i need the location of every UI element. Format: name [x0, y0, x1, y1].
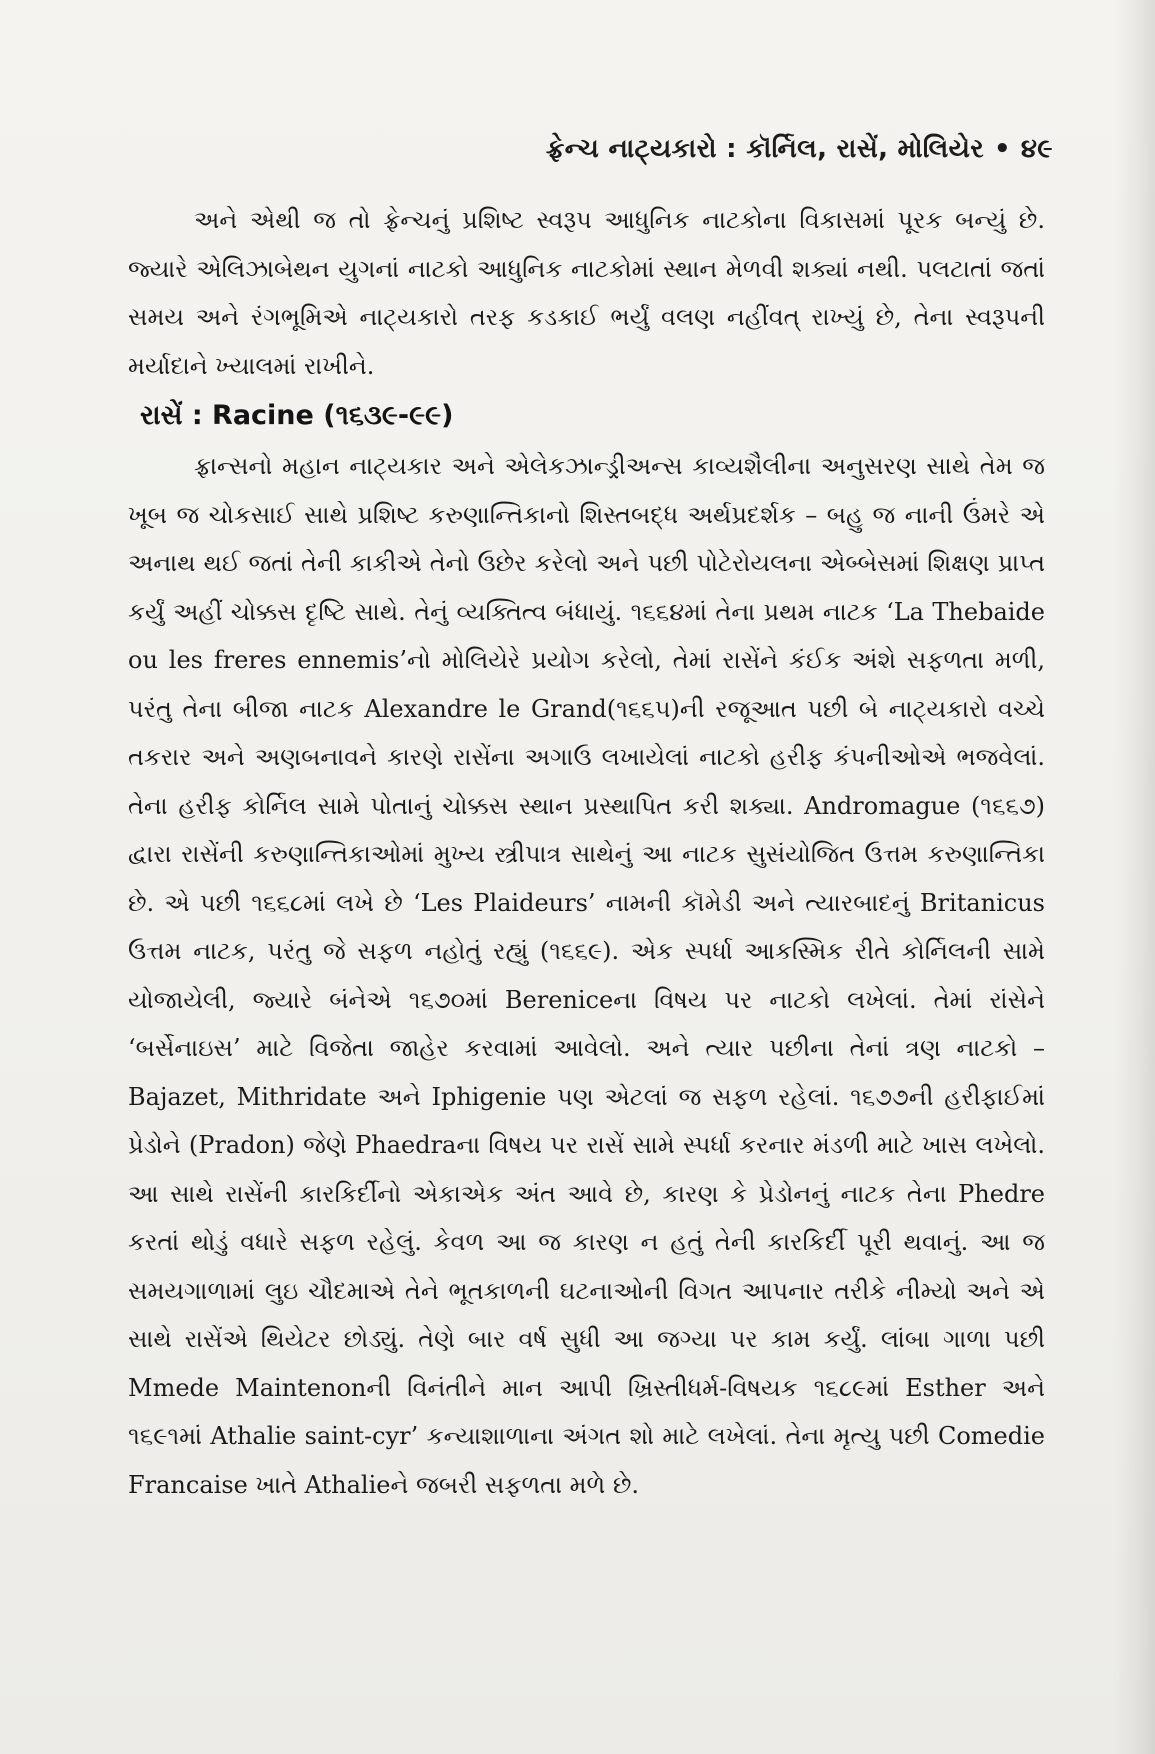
- running-header-title: ફ્રેન્ચ નાટ્યકારો : કૉર્નિલ, રાસેં, મોલિયેર: [545, 134, 984, 164]
- section-title: રાસેં : Racine (૧૬૩૯-૯૯): [140, 400, 454, 431]
- intro-paragraph: અને એથી જ તો ફ્રેન્ચનું પ્રશિષ્ટ સ્વરૂપ આધુનિક નાટકોના વિકાસમાં પૂરક બન્યું છે. જ્યારે એલિઝાબેથન યુગનાં નાટકો આધુનિક નાટકોમાં સ્થાન મેળવી શક્યાં નથી. પલટાતાં જતાં સમય અને રંગભૂમિએ નાટ્યકારો તરફ કડકાઈ ભર્યું વલણ નહીંવત્ રાખ્યું છે, તેના સ્વરૂપની મર્યાદાને ખ્યાલમાં રાખીને.: [128, 206, 1045, 380]
- body-paragraph: ફ્રાન્સનો મહાન નાટ્યકાર અને એલેકઝાન્ડ્રીઅન્સ કાવ્યશૈલીના અનુસરણ સાથે તેમ જ ખૂબ જ ચોકસાઈ સાથે પ્રશિષ્ટ કરુણાન્તિકાનો શિસ્તબદ્ધ અર્થપ્રદર્શક – બહુ જ નાની ઉંમરે એ અનાથ થઈ જતાં તેની કાકીએ તેનો ઉછેર કરેલો અને પછી પોટેરોયલના એબ્બેસમાં શિક્ષણ પ્રાપ્ત કર્યું અહીં ચોક્કસ દૃષ્ટિ સાથે. તેનું વ્યક્તિત્વ બંધાયું. ૧૬૬૪માં તેના પ્રથમ નાટક ‘La Thebaide ou les freres ennemis’નો મોલિયેરે પ્રયોગ કરેલો, તેમાં રાસેંને કંઈક અંશે સફળતા મળી, પરંતુ તેના બીજા નાટક Alexandre le Grand(૧૬૬૫)ની રજૂઆત પછી બે નાટ્યકારો વચ્ચે તકરાર અને અણબનાવને કારણે રાસેંના અગાઉ લખાયેલાં નાટકો હરીફ કંપનીઓએ ભજવેલાં. તેના હરીફ કોર્નિલ સામે પોતાનું ચોક્કસ સ્થાન પ્રસ્થાપિત કરી શક્યા. Andromague (૧૬૬૭) દ્વારા રાસેંની કરુણાન્તિકાઓમાં મુખ્ય સ્ત્રીપાત્ર સાથેનું આ નાટક સુસંયોજિત ઉત્તમ કરુણાન્તિકા છે. એ પછી ૧૬૬૮માં લખે છે ‘Les Plaideurs’ નામની કૉમેડી અને ત્યારબાદનું Britanicus ઉત્તમ નાટક, પરંતુ જે સફળ નહોતું રહ્યું (૧૬૬૯). એક સ્પર્ધા આકસ્મિક રીતે કોર્નિલની સામે યોજાયેલી, જ્યારે બંનેએ ૧૬૭૦માં Bereniceના વિષય પર નાટકો લખેલાં. તેમાં રાંસેને ‘બર્સેનાઇસ’ માટે વિજેતા જાહેર કરવામાં આવેલો. અને ત્યાર પછીના તેનાં ત્રણ નાટકો – Bajazet, Mithridate અને Iphigenie પણ એટલાં જ સફળ રહેલાં. ૧૬૭૭ની હરીફાઈમાં પ્રેડોને (Pradon) જેણે Phaedraના વિષય પર રાસેં સામે સ્પર્ધા કરનાર મંડળી માટે ખાસ લખેલો. આ સાથે રાસેંની કારકિર્દીનો એકાએક અંત આવે છે, કારણ કે પ્રેડોનનું નાટક તેના Phedre કરતાં થોડું વધારે સફળ રહેલું. કેવળ આ જ કારણ ન હતું તેની કારકિર્દી પૂરી થવાનું. આ જ સમયગાળામાં લુઇ ચૌદમાએ તેને ભૂતકાળની ઘટનાઓની વિગત આપનાર તરીકે નીમ્યો અને એ સાથે રાસેંએ થિયેટર છોડ્યું. તેણે બાર વર્ષ સુધી આ જગ્યા પર કામ કર્યું. લાંબા ગાળા પછી Mmede Maintenonની વિનંતીને માન આપી ખ્રિસ્તીધર્મ-વિષયક ૧૬૮૯માં Esther અને ૧૬૯૧માં Athalie saint-cyr’ કન્યાશાળાના અંગત શો માટે લખેલાં. તેના મૃત્યુ પછી Comedie Francaise ખાતે Athalieને જબરી સફળતા મળે છે.: [128, 452, 1045, 1499]
- running-header: [0, 134, 1053, 165]
- page-number: ૪૯: [1020, 134, 1053, 164]
- running-header-bullet: •: [993, 134, 1011, 164]
- page-content: [128, 196, 1045, 1509]
- page-edge-shadow: [1113, 0, 1155, 1754]
